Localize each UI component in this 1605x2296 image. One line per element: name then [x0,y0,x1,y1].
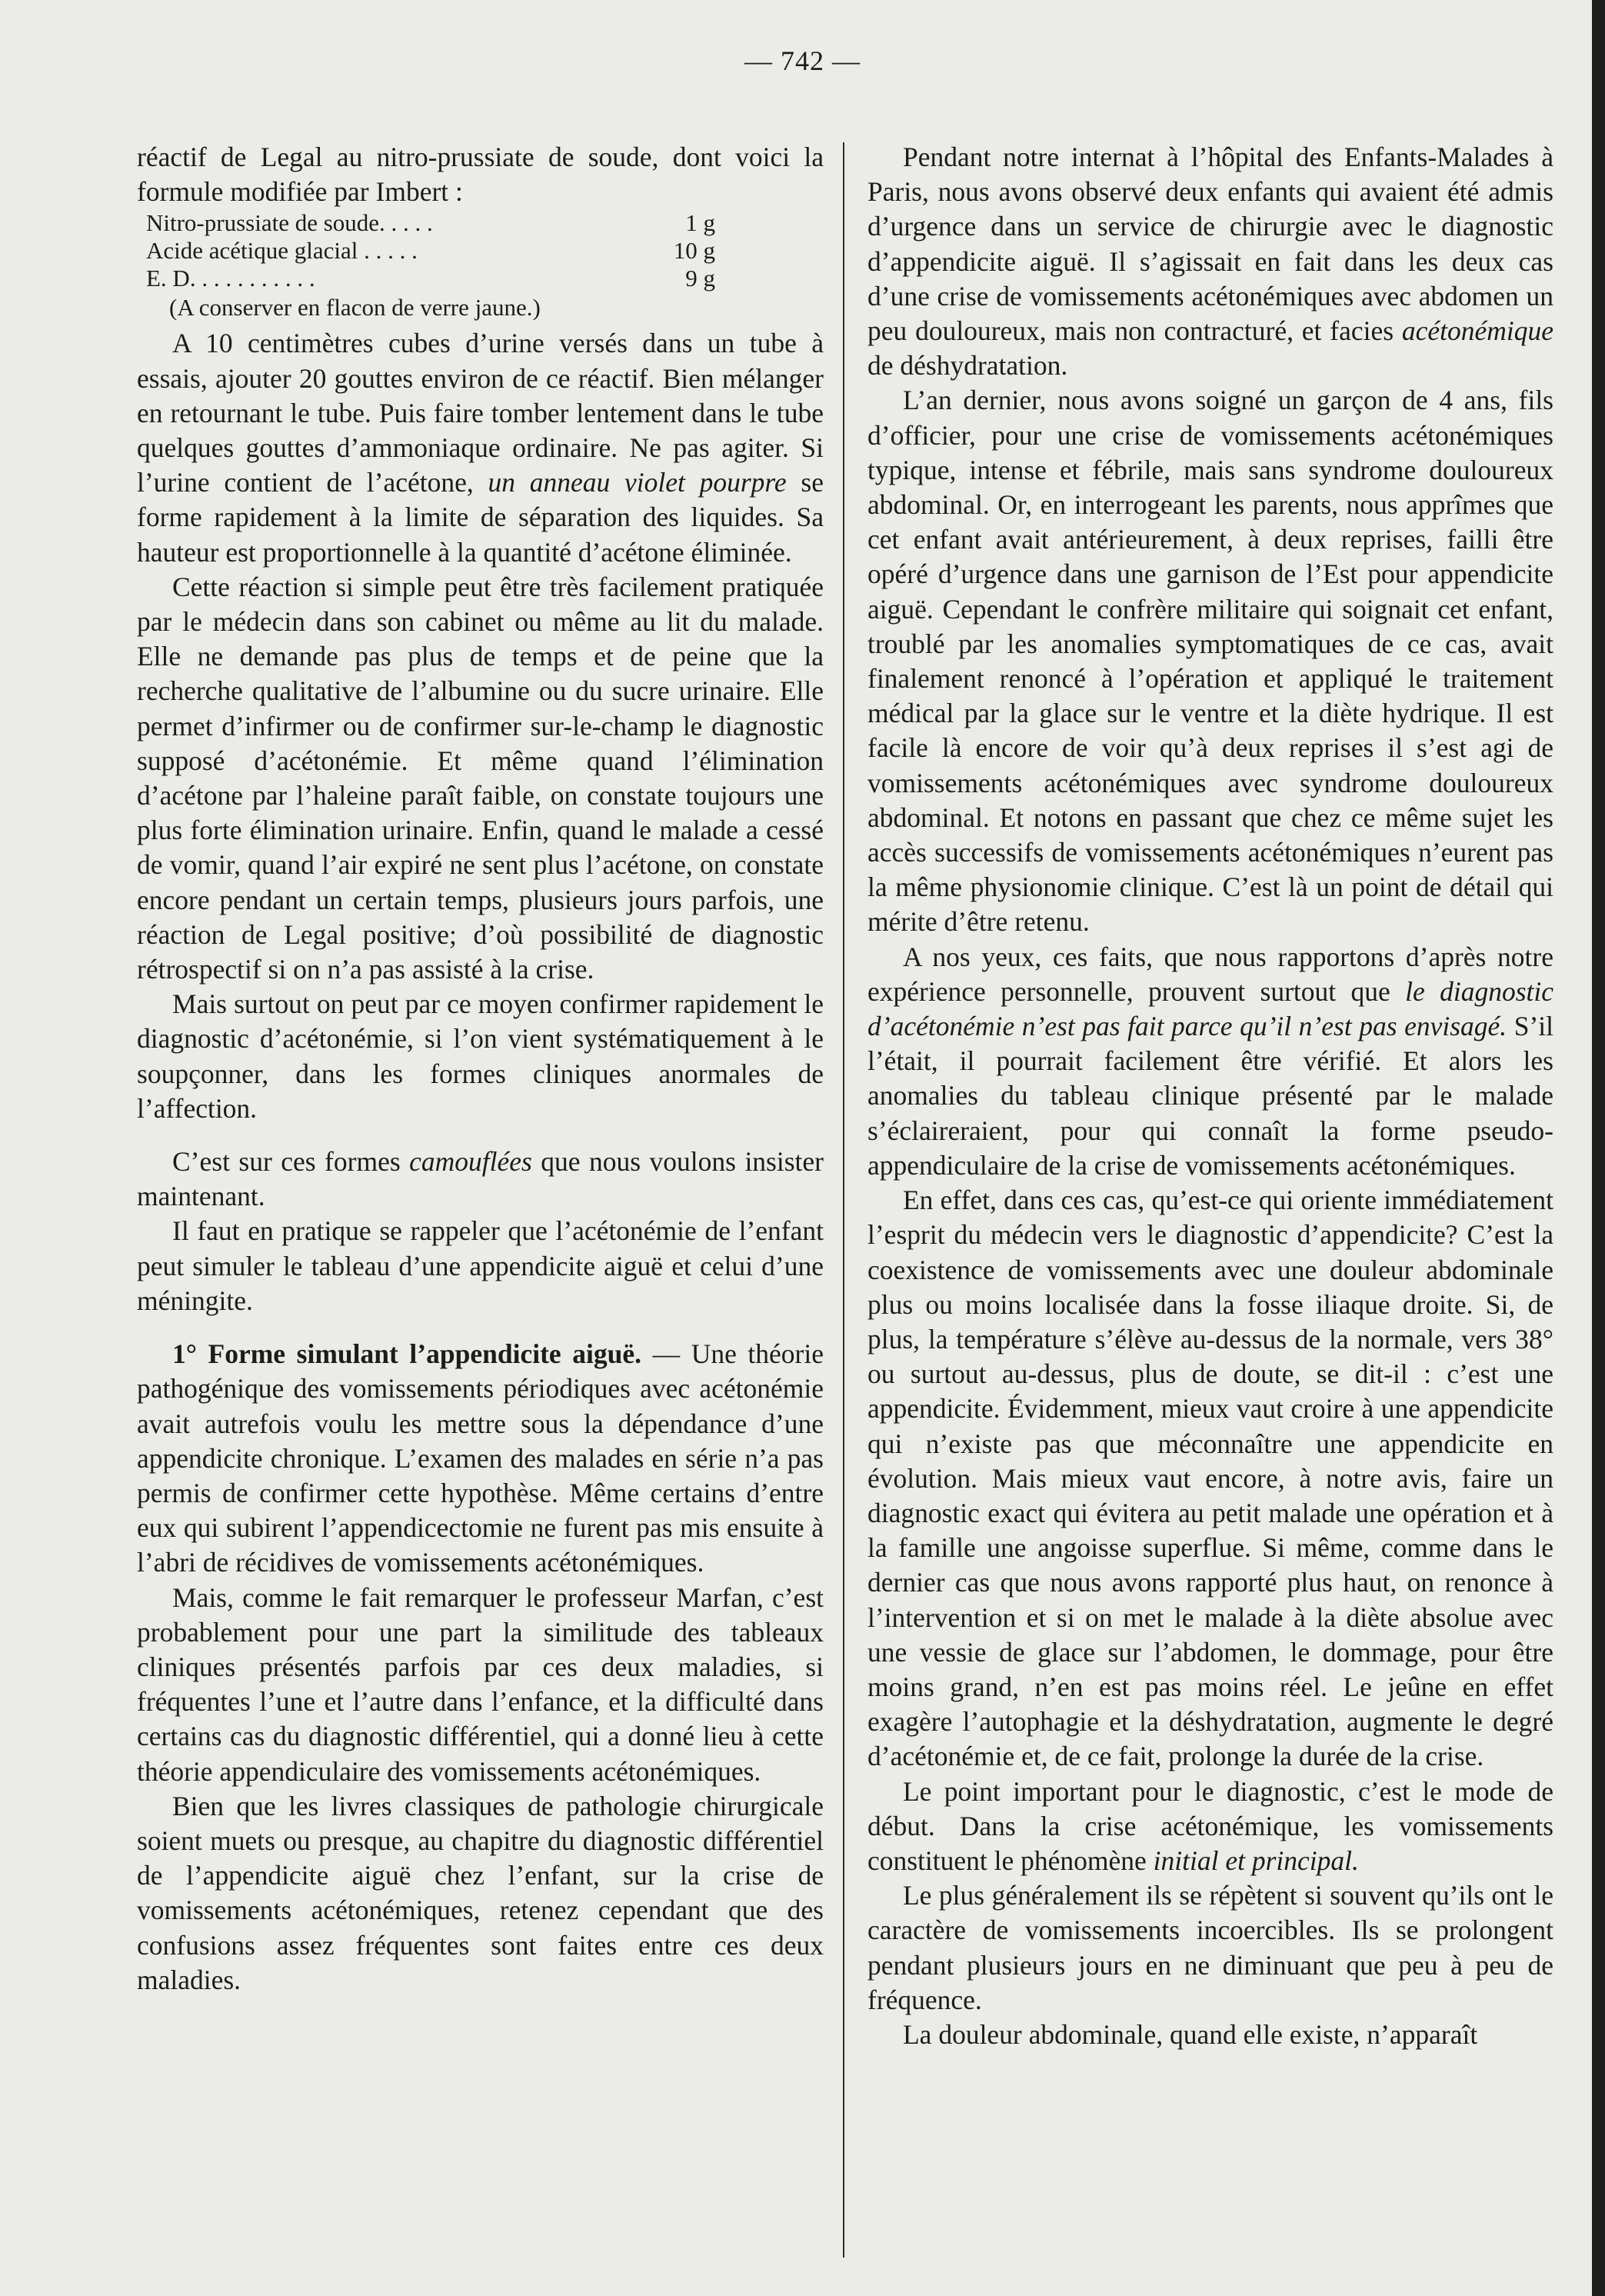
text-run: A nos yeux, ces faits, que nous rapportons d’après notre expérience personnelle, prouvent surtout que [867,941,1553,1007]
left-paragraph-2: Cette réaction si simple peut être très facilement pratiquée par le médecin dans son cabinet ou même au lit du malade. Elle ne demande pas plus de temps et de peine que la recherche qualitative de l’albumine ou du sucre urinaire. Elle permet d’infirmer ou de confirmer sur-le-champ le diagnostic supposé d’acétonémie. Et même quand l’élimination d’acétone par l’haleine paraît faible, on constate toujours une plus forte élimination urinaire. Enfin, quand le malade a cessé de vomir, quand l’air expiré ne sent plus l’acétone, on constate encore pendant un certain temps, plusieurs jours parfois, une réaction de Legal positive; d’où possibilité de diagnostic rétrospectif si on n’a pas assisté à la crise. [137,571,824,985]
right-paragraph-2: L’an dernier, nous avons soigné un garçon de 4 ans, fils d’officier, pour une crise de vomissements acétonémiques typique, intense et fébrile, mais sans syndrome douloureux abdominal. Or, en interrogeant les parents, nous apprîmes que cet enfant avait antérieurement, à deux reprises, failli être opéré d’urgence dans une garnison de l’Est pour appendicite aiguë. Cependant le confrère militaire qui soignait cet enfant, troublé par les anomalies symptomatiques de ce cas, avait finalement renoncé à l’opération et appliqué le traitement médical par la glace sur le ventre et la diète hydrique. Il est facile là encore de voir qu’à deux reprises il s’est agi de vomissements acétonémiques avec syndrome douloureux abdominal. Et notons en passant que chez ce même sujet les accès successifs de vomissements acétonémiques n’eurent pas la même physionomie clinique. C’est là un point de détail qui mérite d’être retenu. [867,385,1553,938]
right-paragraph-1 [867,140,1553,383]
left-paragraph-1 [137,326,824,569]
emphasis: camouflées [409,1146,532,1178]
right-paragraph-3 [867,940,1553,1183]
section-heading: 1° Forme simulant l’appendicite aiguë. [172,1338,641,1370]
left-column [137,140,824,1998]
emphasis: le diagnostic d’acétonémie n’est pas fait parce qu’il n’est pas envisagé. [867,975,1554,1042]
left-paragraph-6 [137,1337,824,1580]
formula-ingredient: E. D. . . . . . . . . . . [146,265,315,292]
left-intro: réactif de Legal au nitro-prussiate de soude, dont voici la formule modifiée par Imbert : [137,142,824,208]
emphasis: un anneau violet pourpre [488,467,787,498]
left-paragraph-3: Mais surtout on peut par ce moyen confirmer rapidement le diagnostic d’acétonémie, si l’on vient systématiquement à le soupçonner, dans les formes cliniques anormales de l’affection. [137,988,824,1124]
right-column [867,140,1553,2052]
text-run: C’est sur ces formes [172,1146,410,1178]
text-run: — Une théorie pathogénique des vomissements périodiques avec acétonémie avait autrefois voulu les mettre sous la dépendance d’une appendicite chronique. L’examen des malades en série n’a pas permis de confirmer cette hypothèse. Même certains d’entre eux qui subirent l’appendicectomie ne furent pas mis ensuite à l’abri de récidives de vomissements acétonémiques. [137,1338,824,1578]
text-run: A 10 centimètres cubes d’urine versés dans un tube à essais, ajouter 20 gouttes environ de ce réactif. Bien mélanger en retournant le tube. Puis faire tomber lentement dans le tube quelques gouttes d’ammoniaque ordinaire. Ne pas agiter. Si l’urine contient de l’acétone, [137,328,824,498]
page-number: — 742 — [744,45,861,76]
formula-table [146,209,824,322]
page-edge-shadow [1592,0,1605,2296]
formula-row [146,265,715,292]
left-paragraph-8: Bien que les livres classiques de pathologie chirurgicale soient muets ou presque, au chapitre du diagnostic différentiel de l’appendicite aiguë chez l’enfant, sur la crise de vomissements acétonémiques, retenez cependant que des confusions assez fréquentes sont faites entre ces deux maladies. [137,1790,824,1995]
formula-quantity: 1 g [685,209,715,237]
left-paragraph-4 [137,1145,824,1214]
formula-quantity: 9 g [685,265,715,292]
right-paragraph-4: En effet, dans ces cas, qu’est-ce qui oriente immédiatement l’esprit du médecin vers le diagnostic d’appendicite? C’est la coexistence de vomissements avec une douleur abdominale plus ou moins localisée dans la fosse iliaque droite. Si, de plus, la température s’élève au-dessus de la normale, vers 38° ou surtout au-dessus, plus de doute, se dit-il : c’est une appendicite. Évidemment, mieux vaut croire à une appendicite qui n’existe pas que méconnaître une appendicite en évolution. Mais mieux vaut encore, à notre avis, faire un diagnostic exact qui évitera au petit malade une opération et à la famille une angoisse superflue. Si même, comme dans le dernier cas que nous avons rapporté plus haut, on renonce à l’intervention et si on met le malade à la diète absolue avec une vessie de glace sur l’abdomen, le dommage, pour être moins grand, n’en est pas moins réel. Le jeûne en effet exagère l’autophagie et la déshydratation, augmente le degré d’acétonémie et, de ce fait, prolonge la durée de la crise. [867,1185,1553,1772]
formula-row [146,209,715,237]
text-run: de déshydratation. [867,350,1068,382]
text-run: Le point important pour le diagnostic, c’est le mode de début. Dans la crise acétonémique, les vomissements constituent le phénomène [867,1775,1553,1876]
formula-row [146,237,715,265]
formula-note: (A conserver en flacon de verre jaune.) [169,294,541,322]
formula-quantity: 10 g [673,237,715,265]
right-paragraph-5 [867,1774,1553,1879]
right-paragraph-7: La douleur abdominale, quand elle existe, n’apparaît [903,2018,1478,2050]
left-paragraph-5: Il faut en pratique se rappeler que l’acétonémie de l’enfant peut simuler le tableau d’une appendicite aiguë et celui d’une méningite. [137,1215,824,1316]
left-paragraph-7: Mais, comme le fait remarquer le professeur Marfan, c’est probablement pour une part la similitude des tableaux cliniques présentés parfois par ces deux maladies, si fréquentes l’une et l’autre dans l’enfance, et la difficulté dans certains cas du diagnostic différentiel, qui a donné lieu à cette théorie appendiculaire des vomissements acétonémiques. [137,1581,824,1787]
column-divider [843,142,844,2258]
text-run: que nous voulons insister maintenant. [137,1146,824,1212]
formula-ingredient: Acide acétique glacial . . . . . [146,237,418,265]
text-run: Pendant notre internat à l’hôpital des Enfants-Malades à Paris, nous avons observé deux enfants qui avaient été admis d’urgence dans un service de chirurgie avec le diagnostic d’appendicite aiguë. Il s’agissait en fait dans les deux cas d’une crise de vomissements acétonémiques avec abdomen un peu douloureux, mais non contracturé, et facies [867,142,1553,347]
text-run: S’il l’était, il pourrait facilement être vérifié. Et alors les anomalies du tableau clinique présenté par le malade s’éclaireraient, pour qui connaît la forme pseudo-appendiculaire de la crise de vomissements acétonémiques. [867,1011,1554,1181]
emphasis: acétonémique [1401,315,1553,347]
emphasis: initial et principal. [1153,1844,1359,1876]
right-paragraph-6: Le plus généralement ils se répètent si souvent qu’ils ont le caractère de vomissements incoercibles. Ils se prolongent pendant plusieurs jours en ne diminuant que peu à peu de fréquence. [867,1880,1553,2015]
text-run: se forme rapidement à la limite de séparation des liquides. Sa hauteur est proportionnelle à la quantité d’acétone éliminée. [137,467,824,568]
formula-ingredient: Nitro-prussiate de soude. . . . . [146,209,433,237]
